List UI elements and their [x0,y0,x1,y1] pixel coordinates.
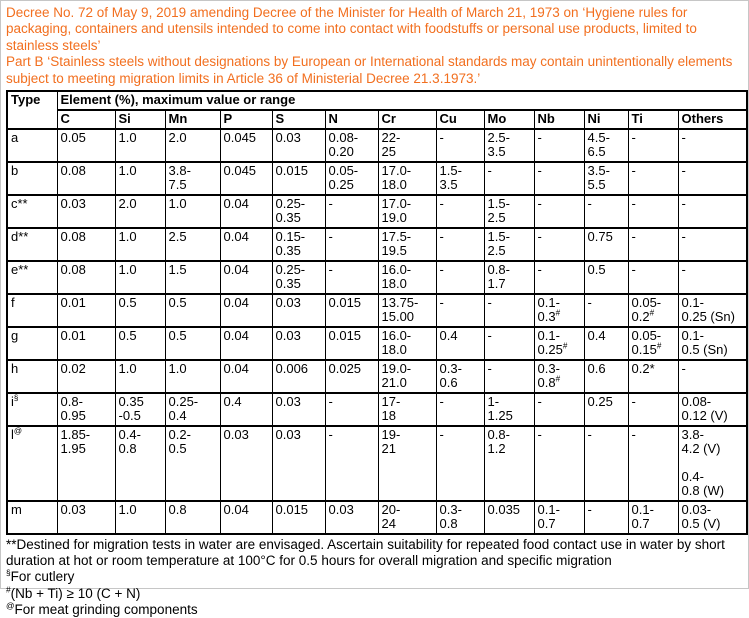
composition-cell: 0.025 [325,360,378,393]
composition-cell: 1.0 [115,162,165,195]
composition-cell: 0.2- 0.5 [165,426,220,501]
composition-cell: 0.045 [220,162,272,195]
composition-cell: 3.8- 7.5 [165,162,220,195]
composition-cell: 0.03 [57,195,115,228]
composition-cell: 0.015 [325,327,378,360]
composition-cell: 0.015 [325,294,378,327]
composition-cell: 0.03 [220,426,272,501]
composition-cell: 0.25- 0.35 [272,195,325,228]
composition-cell: 0.01 [57,294,115,327]
column-header-nb: Nb [534,110,584,129]
composition-cell: 0.03- 0.5 (V) [678,501,747,534]
composition-cell: 0.08 [57,228,115,261]
composition-cell: 19.0- 21.0 [378,360,436,393]
row-type-label: f [7,294,57,327]
composition-cell: - [534,228,584,261]
composition-cell: - [484,162,534,195]
composition-cell: 0.1- 0.7 [534,501,584,534]
composition-cell: 0.015 [272,162,325,195]
column-header-cr: Cr [378,110,436,129]
composition-cell: 0.04 [220,261,272,294]
composition-cell: 0.8- 0.95 [57,393,115,426]
composition-cell: 1.85- 1.95 [57,426,115,501]
composition-cell: 0.01 [57,327,115,360]
composition-cell: - [678,261,747,294]
composition-cell: 0.1- 0.3# [534,294,584,327]
composition-cell: 0.08- 0.20 [325,129,378,162]
composition-cell: 13.75- 15.00 [378,294,436,327]
composition-cell: 0.04 [220,360,272,393]
composition-cell: 2.0 [115,195,165,228]
composition-cell: 0.5 [115,327,165,360]
footnote: @For meat grinding components [6,600,198,617]
composition-cell: - [325,228,378,261]
composition-cell: 1- 1.25 [484,393,534,426]
composition-cell: 0.6 [584,360,628,393]
composition-cell: - [628,162,678,195]
composition-cell: 0.02 [57,360,115,393]
table-row [7,327,747,360]
stainless-steel-composition-table [6,90,748,535]
composition-cell: - [584,195,628,228]
composition-cell: 0.3- 0.8# [534,360,584,393]
row-type-label: h [7,360,57,393]
composition-cell: 17- 18 [378,393,436,426]
column-header-c: C [57,110,115,129]
composition-cell: 0.25- 0.35 [272,261,325,294]
composition-cell: - [436,261,484,294]
composition-cell: - [678,228,747,261]
composition-cell: 0.035 [484,501,534,534]
composition-cell: 16.0- 18.0 [378,327,436,360]
composition-cell: 1.0 [115,129,165,162]
composition-cell: 0.2* [628,360,678,393]
composition-cell: 0.015 [272,501,325,534]
composition-cell: 1.5- 2.5 [484,228,534,261]
composition-cell: 1.5- 2.5 [484,195,534,228]
table-body [7,129,747,534]
table-row [7,261,747,294]
column-header-s: S [272,110,325,129]
composition-cell: 0.08 [57,261,115,294]
composition-cell: 0.03 [325,501,378,534]
composition-cell: - [628,228,678,261]
column-header-ti: Ti [628,110,678,129]
table-row [7,162,747,195]
table-row [7,294,747,327]
composition-cell: - [436,426,484,501]
footnote: **Destined for migration tests in water are envisaged. Ascertain suitability for repeated food contact use in water by short duration at hot or room temperature at 100°C for 0.5 hours for overall migration and specific migration [6,537,725,569]
composition-cell: 0.04 [220,501,272,534]
composition-cell: 2.0 [165,129,220,162]
table-row [7,195,747,228]
row-type-label: g [7,327,57,360]
composition-cell: 0.4 [584,327,628,360]
composition-cell: 1.0 [115,360,165,393]
composition-cell: 22- 25 [378,129,436,162]
composition-cell: - [584,426,628,501]
composition-cell: 0.04 [220,228,272,261]
composition-cell: - [678,129,747,162]
table-row [7,426,747,501]
footnotes [6,537,746,618]
composition-cell: 19- 21 [378,426,436,501]
composition-cell: 0.5 [584,261,628,294]
composition-cell: 0.5 [115,294,165,327]
decree-title: Decree No. 72 of May 9, 2019 amending Decree of the Minister for Health of March 21, 1973 on ‘Hygiene rules for packaging, containers and utensils intended to come into contact with foodstuffs or personal use products, limited to stainless steels’ [6,5,697,53]
composition-cell: 0.03 [57,501,115,534]
composition-cell: 0.75 [584,228,628,261]
table-row [7,393,747,426]
footnote: §For cutlery [6,567,75,585]
composition-cell: 1.0 [115,261,165,294]
column-header-ni: Ni [584,110,628,129]
composition-cell: - [678,162,747,195]
composition-cell: 0.05 [57,129,115,162]
composition-cell: 0.25 [584,393,628,426]
composition-cell: 16.0- 18.0 [378,261,436,294]
row-type-label: d** [7,228,57,261]
composition-cell: 0.25- 0.4 [165,393,220,426]
composition-cell: 1.5 [165,261,220,294]
composition-cell: - [325,426,378,501]
composition-cell: - [534,393,584,426]
composition-cell: 0.1- 0.7 [628,501,678,534]
column-header-si: Si [115,110,165,129]
composition-cell: - [534,426,584,501]
composition-cell: 1.0 [115,501,165,534]
type-column-header: Type [7,91,57,129]
composition-cell: 0.04 [220,327,272,360]
element-symbol-row [7,110,747,129]
composition-cell: - [534,261,584,294]
composition-cell: - [584,501,628,534]
row-type-label: a [7,129,57,162]
composition-cell: 0.4 [220,393,272,426]
composition-cell: 3.8- 4.2 (V) 0.4- 0.8 (W) [678,426,747,501]
composition-cell: 0.05- 0.25 [325,162,378,195]
composition-cell: 3.5- 5.5 [584,162,628,195]
group-header-row [7,91,747,110]
row-type-label: i§ [7,393,57,426]
composition-cell: 0.08- 0.12 (V) [678,393,747,426]
composition-cell: - [436,129,484,162]
column-header-mo: Mo [484,110,534,129]
row-type-label: l@ [7,426,57,501]
row-type-label: b [7,162,57,195]
composition-cell: - [325,195,378,228]
row-type-label: m [7,501,57,534]
composition-cell: 0.3- 0.6 [436,360,484,393]
composition-cell: - [628,393,678,426]
composition-cell: 1.5- 3.5 [436,162,484,195]
composition-cell: - [436,228,484,261]
composition-cell: 0.8- 1.7 [484,261,534,294]
composition-cell: 17.5- 19.5 [378,228,436,261]
composition-cell: 0.08 [57,162,115,195]
composition-cell: 0.4- 0.8 [115,426,165,501]
composition-cell: - [534,129,584,162]
part-b-note: Part B ‘Stainless steels without designations by European or International standards may contain unintentionally elements subject to meeting migration limits in Article 36 of Ministerial Decree 21.3.1973.’ [6,54,733,86]
composition-cell: 0.35 -0.5 [115,393,165,426]
composition-cell: 0.1- 0.5 (Sn) [678,327,747,360]
composition-cell: 20- 24 [378,501,436,534]
composition-cell: - [628,261,678,294]
composition-cell: 0.04 [220,294,272,327]
composition-cell: 0.8- 1.2 [484,426,534,501]
composition-cell: - [436,393,484,426]
row-type-label: c** [7,195,57,228]
composition-cell: - [325,393,378,426]
composition-cell: 0.03 [272,294,325,327]
composition-cell: 0.03 [272,327,325,360]
composition-cell: - [534,162,584,195]
composition-cell: - [436,195,484,228]
column-header-cu: Cu [436,110,484,129]
composition-cell: 0.03 [272,426,325,501]
table-row [7,228,747,261]
column-header-mn: Mn [165,110,220,129]
composition-cell: 1.0 [115,228,165,261]
composition-cell: 17.0- 19.0 [378,195,436,228]
composition-cell: - [628,195,678,228]
composition-cell: - [628,426,678,501]
composition-cell: 0.5 [165,327,220,360]
composition-cell: 0.4 [436,327,484,360]
column-header-p: P [220,110,272,129]
column-header-others: Others [678,110,747,129]
composition-cell: 2.5 [165,228,220,261]
composition-cell: - [678,195,747,228]
composition-cell: 0.3- 0.8 [436,501,484,534]
composition-cell: - [484,294,534,327]
composition-cell: - [584,294,628,327]
composition-cell: - [484,360,534,393]
composition-cell: 0.05- 0.15# [628,327,678,360]
composition-cell: - [436,294,484,327]
table-row [7,360,747,393]
composition-cell: - [678,360,747,393]
composition-cell: - [534,195,584,228]
footnote: #(Nb + Ti) ≥ 10 (C + N) [6,584,141,601]
composition-cell: 0.05- 0.2# [628,294,678,327]
composition-cell: 0.03 [272,393,325,426]
composition-cell: 4.5- 6.5 [584,129,628,162]
table-row [7,129,747,162]
composition-cell: 0.1- 0.25 (Sn) [678,294,747,327]
composition-cell: 0.1- 0.25# [534,327,584,360]
composition-cell: 0.04 [220,195,272,228]
composition-cell: 0.03 [272,129,325,162]
composition-cell: 0.045 [220,129,272,162]
composition-cell: 0.15- 0.35 [272,228,325,261]
composition-cell: - [628,129,678,162]
composition-cell: 0.5 [165,294,220,327]
composition-cell: 1.0 [165,195,220,228]
element-group-header: Element (%), maximum value or range [57,91,747,110]
composition-cell: 1.0 [165,360,220,393]
table-row [7,501,747,534]
composition-cell: 2.5- 3.5 [484,129,534,162]
composition-cell: 17.0- 18.0 [378,162,436,195]
row-type-label: e** [7,261,57,294]
column-header-n: N [325,110,378,129]
composition-cell: - [325,261,378,294]
composition-cell: 0.8 [165,501,220,534]
composition-cell: - [484,327,534,360]
composition-cell: 0.006 [272,360,325,393]
